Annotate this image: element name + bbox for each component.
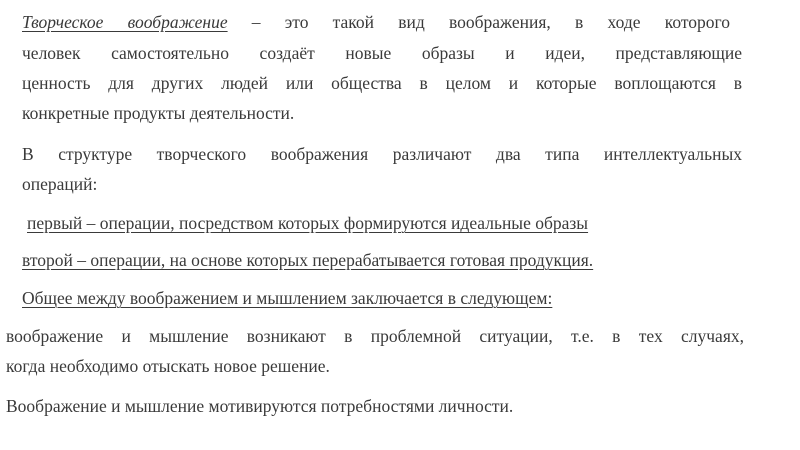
definition-line-1 bbox=[22, 11, 730, 33]
definition-line-3: ценность для других людей или общества в целом и которые воплощаются в bbox=[22, 73, 742, 93]
operation-second: второй – операции, на основе которых перерабатывается готовая продукция. bbox=[22, 250, 594, 270]
structure-line-1: В структуре творческого воображения различают два типа интеллектуальных bbox=[22, 144, 742, 164]
common-line-2: когда необходимо отыскать новое решение. bbox=[6, 356, 330, 376]
structure-line-2: операций: bbox=[22, 174, 98, 194]
definition-line-1-text: – это такой вид воображения, в ходе которого bbox=[227, 12, 730, 32]
definition-term: Творческое воображение bbox=[22, 12, 228, 32]
operation-first: первый – операции, посредством которых формируются идеальные образы bbox=[27, 213, 589, 233]
definition-line-4: конкретные продукты деятельности. bbox=[22, 103, 295, 123]
definition-line-2: человек самостоятельно создаёт новые образы и идеи, представляющие bbox=[22, 43, 742, 63]
motivation-line: Воображение и мышление мотивируются потребностями личности. bbox=[6, 396, 514, 416]
common-line-1: воображение и мышление возникают в проблемной ситуации, т.е. в тех случаях, bbox=[6, 326, 744, 346]
common-heading: Общее между воображением и мышлением заключается в следующем: bbox=[22, 288, 553, 308]
